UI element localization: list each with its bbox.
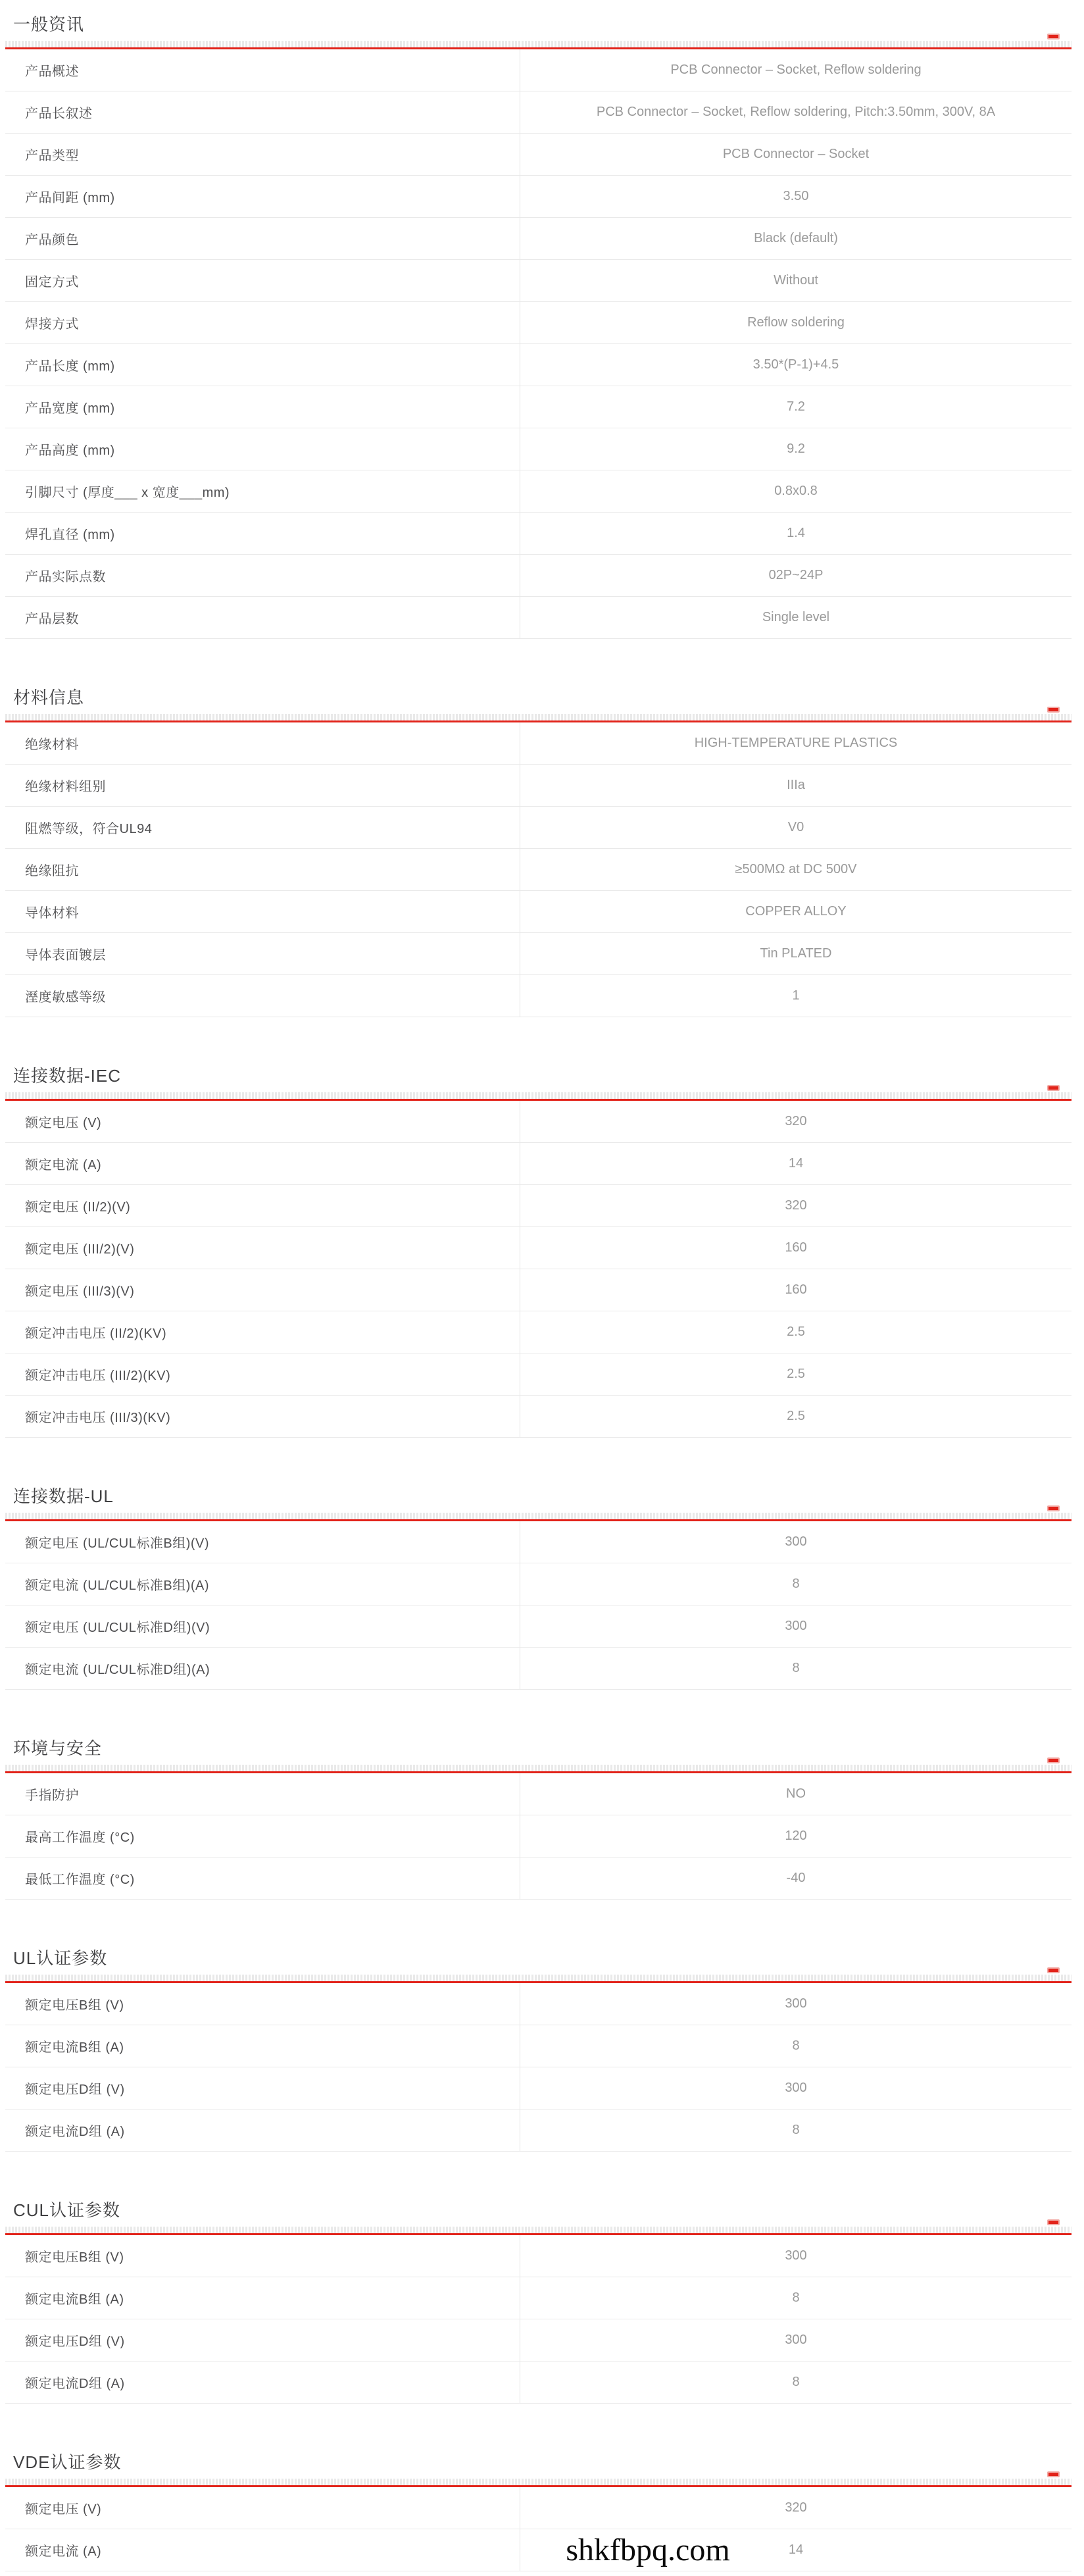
section-header [5,688,1072,714]
table-row [5,49,1072,91]
row-label: 额定电压D组 (V) [25,2083,125,2097]
row-label: 产品间距 (mm) [25,191,115,205]
spec-table [5,2487,1072,2571]
row-label: 额定电流 (UL/CUL标准B组)(A) [25,1578,210,1593]
row-value: 8 [520,2025,1072,2067]
spec-table [5,1521,1072,1690]
row-value: Reflow soldering [520,302,1072,343]
row-value: PCB Connector – Socket, Reflow soldering, Pitch:3.50mm, 300V, 8A [520,91,1072,133]
row-label: 产品宽度 (mm) [25,401,115,416]
row-value: 9.2 [520,428,1072,470]
row-value: 120 [520,1815,1072,1857]
spec-table [5,2235,1072,2404]
section-title: VDE认证参数 [13,2452,122,2472]
table-row [5,1563,1072,1605]
table-row [5,849,1072,891]
spec-section [5,1738,1072,1900]
row-label: 额定冲击电压 (III/3)(KV) [25,1411,171,1425]
table-row [5,1311,1072,1353]
section-header [5,1066,1072,1092]
row-value: 8 [520,1648,1072,1689]
row-value: 8 [520,1563,1072,1605]
row-label: 绝缘阻抗 [25,864,79,878]
section-header [5,1486,1072,1513]
table-row [5,2067,1072,2109]
section-header [5,14,1072,41]
row-value: 0.8x0.8 [520,470,1072,512]
row-value: Tin PLATED [520,933,1072,974]
table-row [5,470,1072,513]
spec-section [5,2200,1072,2404]
table-row [5,2277,1072,2319]
collapse-minus-icon[interactable] [1047,2471,1060,2477]
divider-texture [5,1765,1072,1771]
spec-table [5,1983,1072,2152]
spec-section [5,1486,1072,1690]
section-header [5,2452,1072,2479]
row-label: 额定电流 (UL/CUL标准D组)(A) [25,1663,210,1677]
collapse-minus-icon[interactable] [1047,1967,1060,1973]
row-label: 产品概述 [25,64,79,79]
section-title: UL认证参数 [13,1948,108,1968]
divider-texture [5,1975,1072,1981]
table-row [5,891,1072,933]
section-title: 环境与安全 [13,1738,103,1758]
table-row [5,2319,1072,2361]
spec-section [5,14,1072,639]
row-label: 额定电压 (UL/CUL标准B组)(V) [25,1536,210,1551]
row-label: 产品层数 [25,612,79,626]
row-value: 320 [520,2487,1072,2529]
divider-texture [5,714,1072,720]
table-row [5,176,1072,218]
row-value: COPPER ALLOY [520,891,1072,932]
row-value: -40 [520,1857,1072,1899]
row-value: 300 [520,2235,1072,2277]
row-value: Without [520,260,1072,301]
section-title: 一般资讯 [13,14,85,34]
row-label: 额定电压 (III/2)(V) [25,1242,135,1257]
row-value: NO [520,1773,1072,1815]
row-value: 1 [520,975,1072,1017]
row-label: 引脚尺寸 (厚度___ x 宽度___mm) [25,486,230,500]
row-label: 绝缘材料 [25,738,79,752]
table-row [5,1773,1072,1815]
row-label: 产品长度 (mm) [25,359,115,374]
row-value: 7.2 [520,386,1072,428]
row-label: 焊接方式 [25,317,79,332]
table-row [5,1605,1072,1648]
divider-texture [5,1092,1072,1099]
row-label: 固定方式 [25,275,79,290]
row-label: 额定电流B组 (A) [25,2040,124,2055]
section-header [5,1948,1072,1975]
table-row [5,302,1072,344]
row-value: Single level [520,597,1072,638]
row-label: 绝缘材料组别 [25,780,106,794]
row-label: 产品类型 [25,149,79,163]
row-value: 320 [520,1101,1072,1142]
table-row [5,218,1072,260]
table-row [5,1227,1072,1269]
section-title: 材料信息 [13,688,85,707]
table-row [5,975,1072,1017]
row-value: 8 [520,2109,1072,2151]
row-value: 160 [520,1269,1072,1311]
table-row [5,807,1072,849]
collapse-minus-icon[interactable] [1047,1085,1060,1091]
row-value: 3.50*(P-1)+4.5 [520,344,1072,386]
table-row [5,1857,1072,1900]
table-row [5,428,1072,470]
row-label: 产品高度 (mm) [25,443,115,458]
row-value: V0 [520,807,1072,848]
row-label: 额定电压 (V) [25,2502,102,2517]
spec-section [5,1948,1072,2152]
row-value: 8 [520,2277,1072,2319]
section-header [5,2200,1072,2227]
table-row [5,513,1072,555]
collapse-minus-icon[interactable] [1047,1757,1060,1763]
table-row [5,1143,1072,1185]
table-row [5,597,1072,639]
table-row [5,2235,1072,2277]
collapse-minus-icon[interactable] [1047,707,1060,713]
table-row [5,344,1072,386]
row-value: 1.4 [520,513,1072,554]
row-label: 额定冲击电压 (II/2)(KV) [25,1326,167,1341]
table-row [5,2025,1072,2067]
row-label: 产品颜色 [25,233,79,247]
section-title: 连接数据-UL [13,1486,114,1506]
row-label: 额定电流D组 (A) [25,2125,125,2139]
row-label: 额定电流 (A) [25,1158,102,1173]
section-title: 连接数据-IEC [13,1066,122,1086]
row-label: 焊孔直径 (mm) [25,528,115,542]
spec-table [5,49,1072,639]
row-label: 导体材料 [25,906,79,921]
table-row [5,260,1072,302]
table-row [5,1353,1072,1396]
row-label: 溼度敏感等级 [25,990,106,1005]
table-row [5,2487,1072,2529]
table-row [5,1269,1072,1311]
spec-section [5,2452,1072,2571]
row-value: 2.5 [520,1353,1072,1395]
table-row [5,2109,1072,2152]
table-row [5,1815,1072,1857]
spec-section [5,1066,1072,1438]
row-label: 额定电流 (A) [25,2544,102,2559]
spec-section [5,688,1072,1017]
table-row [5,1648,1072,1690]
collapse-minus-icon[interactable] [1047,2219,1060,2225]
row-label: 最高工作温度 (°C) [25,1831,135,1845]
spec-table [5,1773,1072,1900]
row-value: 14 [520,2529,1072,2571]
table-row [5,933,1072,975]
row-value: 320 [520,1185,1072,1226]
divider-texture [5,2227,1072,2233]
row-label: 额定电流B组 (A) [25,2292,124,2307]
table-row [5,386,1072,428]
row-label: 额定电压B组 (V) [25,1998,124,2013]
row-value: 3.50 [520,176,1072,217]
row-value: 14 [520,1143,1072,1184]
row-value: 8 [520,2361,1072,2403]
row-label: 额定电压 (III/3)(V) [25,1284,135,1299]
row-value: 300 [520,1983,1072,2025]
table-row [5,555,1072,597]
row-label: 额定电流D组 (A) [25,2377,125,2391]
row-label: 额定冲击电压 (III/2)(KV) [25,1369,171,1383]
table-row [5,1101,1072,1143]
divider-texture [5,1513,1072,1519]
row-value: 300 [520,2319,1072,2361]
collapse-minus-icon[interactable] [1047,1505,1060,1511]
row-label: 额定电压B组 (V) [25,2250,124,2265]
table-row [5,1983,1072,2025]
row-label: 额定电压D组 (V) [25,2335,125,2349]
row-label: 手指防护 [25,1788,79,1803]
table-row [5,1521,1072,1563]
sections-container [0,14,1084,2571]
divider-texture [5,41,1072,47]
watermark-text: shkfbpq.com [566,2533,730,2567]
row-label: 产品长叙述 [25,107,93,121]
row-value: IIIa [520,765,1072,806]
collapse-minus-icon[interactable] [1047,34,1060,39]
table-row [5,1396,1072,1438]
row-label: 阻燃等级，符合UL94 [25,822,153,836]
row-value: 160 [520,1227,1072,1269]
table-row [5,722,1072,765]
table-row [5,2529,1072,2571]
table-row [5,765,1072,807]
row-label: 导体表面镀层 [25,948,106,963]
table-row [5,91,1072,134]
row-label: 额定电压 (V) [25,1116,102,1130]
row-value: HIGH-TEMPERATURE PLASTICS [520,722,1072,764]
divider-texture [5,2479,1072,2485]
row-value: 2.5 [520,1311,1072,1353]
row-value: PCB Connector – Socket, Reflow soldering [520,49,1072,91]
spec-table [5,1101,1072,1438]
row-value: 2.5 [520,1396,1072,1437]
row-value: 02P~24P [520,555,1072,596]
row-value: ≥500MΩ at DC 500V [520,849,1072,890]
table-row [5,1185,1072,1227]
row-label: 额定电压 (II/2)(V) [25,1200,131,1215]
spec-table [5,722,1072,1017]
row-label: 最低工作温度 (°C) [25,1873,135,1887]
row-value: Black (default) [520,218,1072,259]
table-row [5,134,1072,176]
row-value: 300 [520,2067,1072,2109]
row-value: 300 [520,1605,1072,1647]
row-value: PCB Connector – Socket [520,134,1072,175]
section-header [5,1738,1072,1765]
table-row [5,2361,1072,2404]
row-label: 额定电压 (UL/CUL标准D组)(V) [25,1621,210,1635]
section-title: CUL认证参数 [13,2200,121,2220]
row-label: 产品实际点数 [25,570,106,584]
row-value: 300 [520,1521,1072,1563]
